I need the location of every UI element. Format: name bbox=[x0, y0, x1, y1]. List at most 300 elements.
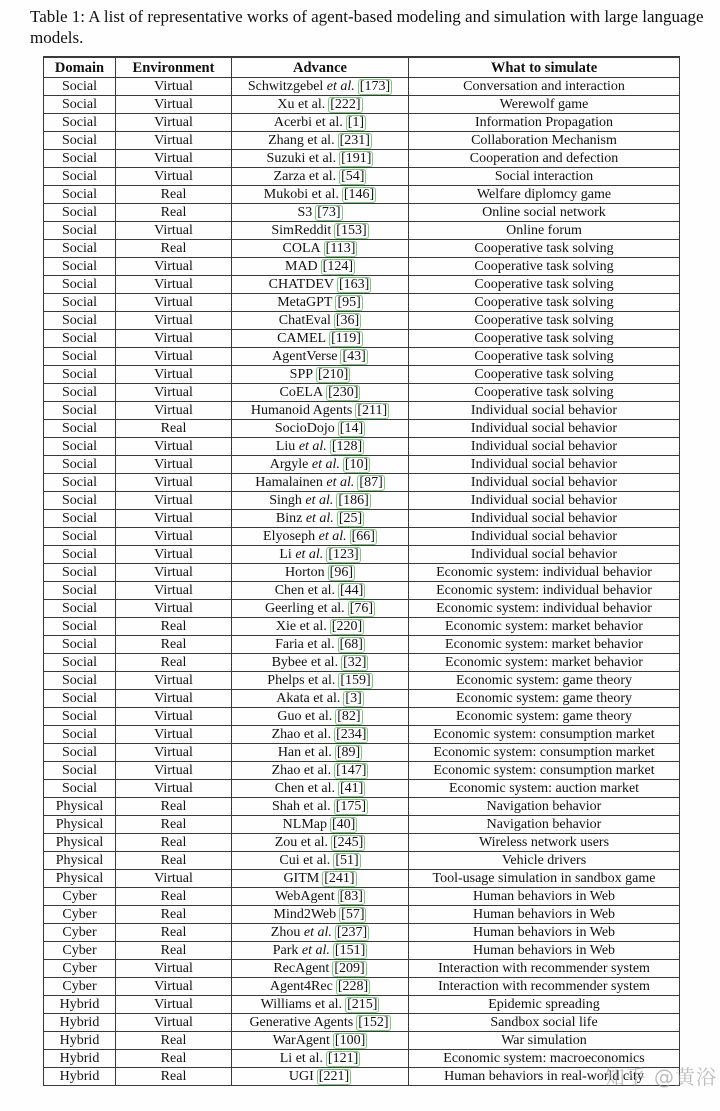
simulate-cell: Cooperative task solving bbox=[409, 240, 680, 258]
advance-cell: Park et al. [151] bbox=[232, 942, 409, 960]
citation-link[interactable]: [128] bbox=[331, 439, 363, 455]
table-row bbox=[44, 996, 680, 1014]
domain-cell: Social bbox=[44, 654, 116, 672]
table-row bbox=[44, 204, 680, 222]
table-row bbox=[44, 906, 680, 924]
citation-link[interactable]: [234] bbox=[336, 727, 367, 743]
advance-cell: Phelps et al. [159] bbox=[232, 672, 409, 690]
simulate-cell: Online social network bbox=[409, 204, 680, 222]
environment-cell: Virtual bbox=[116, 726, 232, 744]
advance-cell: Chen et al. [44] bbox=[232, 582, 409, 600]
table-row bbox=[44, 132, 680, 150]
environment-cell: Virtual bbox=[116, 150, 232, 168]
environment-cell: Virtual bbox=[116, 960, 232, 978]
simulate-cell: Cooperative task solving bbox=[409, 294, 680, 312]
environment-cell: Virtual bbox=[116, 780, 232, 798]
table-row bbox=[44, 402, 680, 420]
advance-cell: Suzuki et al. [191] bbox=[232, 150, 409, 168]
advance-cell: SocioDojo [14] bbox=[232, 420, 409, 438]
citation-link[interactable]: [153] bbox=[336, 223, 367, 239]
simulate-cell: Welfare diplomcy game bbox=[409, 186, 680, 204]
citation-link[interactable]: [73] bbox=[317, 205, 341, 221]
advance-cell: Zhang et al. [231] bbox=[232, 132, 409, 150]
table-row bbox=[44, 78, 680, 96]
environment-cell: Virtual bbox=[116, 546, 232, 564]
et-al-text: et al. bbox=[291, 547, 324, 563]
advance-cell: Chen et al. [41] bbox=[232, 780, 409, 798]
column-header-domain: Domain bbox=[44, 57, 116, 78]
citation-link[interactable]: [89] bbox=[336, 745, 361, 761]
citation-link[interactable]: [228] bbox=[337, 979, 369, 995]
environment-cell: Virtual bbox=[116, 294, 232, 312]
environment-cell: Real bbox=[116, 834, 232, 852]
citation-link[interactable]: [159] bbox=[340, 673, 371, 689]
advance-cell: Bybee et al. [32] bbox=[232, 654, 409, 672]
environment-cell: Virtual bbox=[116, 168, 232, 186]
advance-cell: Horton [96] bbox=[232, 564, 409, 582]
simulate-cell: Economic system: individual behavior bbox=[409, 600, 680, 618]
domain-cell: Cyber bbox=[44, 906, 116, 924]
environment-cell: Real bbox=[116, 1050, 232, 1068]
advance-cell: UGI [221] bbox=[232, 1068, 409, 1086]
domain-cell: Physical bbox=[44, 798, 116, 816]
environment-cell: Virtual bbox=[116, 456, 232, 474]
domain-cell: Social bbox=[44, 582, 116, 600]
table-row bbox=[44, 924, 680, 942]
domain-cell: Social bbox=[44, 744, 116, 762]
table-row bbox=[44, 312, 680, 330]
simulate-cell: Interaction with recommender system bbox=[409, 978, 680, 996]
simulate-cell: Cooperative task solving bbox=[409, 258, 680, 276]
advance-cell: GITM [241] bbox=[232, 870, 409, 888]
citation-link[interactable]: [220] bbox=[331, 619, 363, 635]
advance-cell: Elyoseph et al. [66] bbox=[232, 528, 409, 546]
simulate-cell: Cooperative task solving bbox=[409, 312, 680, 330]
environment-cell: Virtual bbox=[116, 492, 232, 510]
advance-cell: Cui et al. [51] bbox=[232, 852, 409, 870]
citation-link[interactable]: [173] bbox=[359, 79, 391, 95]
advance-cell: Xie et al. [220] bbox=[232, 618, 409, 636]
table-row bbox=[44, 1068, 680, 1086]
citation-link[interactable]: [3] bbox=[345, 691, 362, 707]
citation-link[interactable]: [121] bbox=[327, 1051, 359, 1067]
citation-link[interactable]: [76] bbox=[349, 601, 374, 617]
citation-link[interactable]: [44] bbox=[339, 583, 364, 599]
citation-link[interactable]: [146] bbox=[343, 187, 375, 203]
table-row bbox=[44, 888, 680, 906]
citation-link[interactable]: [43] bbox=[342, 349, 366, 365]
environment-cell: Real bbox=[116, 1068, 232, 1086]
citation-link[interactable]: [221] bbox=[318, 1069, 350, 1085]
advance-cell: WebAgent [83] bbox=[232, 888, 409, 906]
advance-cell: Zhao et al. [234] bbox=[232, 726, 409, 744]
advance-cell: Mukobi et al. [146] bbox=[232, 186, 409, 204]
environment-cell: Virtual bbox=[116, 870, 232, 888]
advance-cell: ChatEval [36] bbox=[232, 312, 409, 330]
citation-link[interactable]: [237] bbox=[336, 925, 368, 941]
representative-works-table bbox=[43, 56, 680, 1086]
et-al-text: et al. bbox=[295, 439, 327, 455]
et-al-text: et al. bbox=[298, 943, 330, 959]
simulate-cell: Human behaviors in Web bbox=[409, 906, 680, 924]
table-row bbox=[44, 258, 680, 276]
environment-cell: Virtual bbox=[116, 744, 232, 762]
citation-link[interactable]: [36] bbox=[335, 313, 360, 329]
citation-link[interactable]: [163] bbox=[339, 277, 370, 293]
environment-cell: Virtual bbox=[116, 78, 232, 96]
domain-cell: Social bbox=[44, 150, 116, 168]
environment-cell: Virtual bbox=[116, 312, 232, 330]
citation-link[interactable]: [41] bbox=[339, 781, 364, 797]
citation-link[interactable]: [230] bbox=[328, 385, 359, 401]
domain-cell: Hybrid bbox=[44, 1068, 116, 1086]
citation-link[interactable]: [119] bbox=[331, 331, 361, 347]
table-row bbox=[44, 744, 680, 762]
advance-cell: Hamalainen et al. [87] bbox=[232, 474, 409, 492]
citation-link[interactable]: [124] bbox=[322, 259, 353, 275]
table-row bbox=[44, 708, 680, 726]
simulate-cell: Individual social behavior bbox=[409, 456, 680, 474]
citation-link[interactable]: [25] bbox=[338, 511, 363, 527]
environment-cell: Virtual bbox=[116, 708, 232, 726]
advance-cell: CHATDEV [163] bbox=[232, 276, 409, 294]
simulate-cell: Cooperative task solving bbox=[409, 384, 680, 402]
citation-link[interactable]: [57] bbox=[341, 907, 365, 923]
environment-cell: Virtual bbox=[116, 672, 232, 690]
citation-link[interactable]: [96] bbox=[329, 565, 353, 581]
citation-link[interactable]: [211] bbox=[357, 403, 388, 419]
domain-cell: Social bbox=[44, 204, 116, 222]
simulate-cell: Individual social behavior bbox=[409, 546, 680, 564]
citation-link[interactable]: [10] bbox=[344, 457, 369, 473]
domain-cell: Hybrid bbox=[44, 1014, 116, 1032]
domain-cell: Social bbox=[44, 726, 116, 744]
table-row bbox=[44, 456, 680, 474]
environment-cell: Virtual bbox=[116, 996, 232, 1014]
environment-cell: Real bbox=[116, 654, 232, 672]
advance-cell: Argyle et al. [10] bbox=[232, 456, 409, 474]
domain-cell: Social bbox=[44, 240, 116, 258]
environment-cell: Real bbox=[116, 420, 232, 438]
table-row bbox=[44, 942, 680, 960]
domain-cell: Social bbox=[44, 366, 116, 384]
domain-cell: Social bbox=[44, 780, 116, 798]
simulate-cell: Individual social behavior bbox=[409, 402, 680, 420]
environment-cell: Virtual bbox=[116, 582, 232, 600]
environment-cell: Real bbox=[116, 618, 232, 636]
citation-link[interactable]: [14] bbox=[339, 421, 364, 437]
domain-cell: Social bbox=[44, 510, 116, 528]
citation-link[interactable]: [186] bbox=[338, 493, 369, 509]
environment-cell: Real bbox=[116, 924, 232, 942]
simulate-cell: Tool-usage simulation in sandbox game bbox=[409, 870, 680, 888]
table-row bbox=[44, 870, 680, 888]
simulate-cell: Economic system: game theory bbox=[409, 672, 680, 690]
citation-link[interactable]: [152] bbox=[358, 1015, 389, 1031]
advance-cell: Generative Agents [152] bbox=[232, 1014, 409, 1032]
table-row bbox=[44, 366, 680, 384]
table-row bbox=[44, 600, 680, 618]
environment-cell: Virtual bbox=[116, 474, 232, 492]
environment-cell: Virtual bbox=[116, 276, 232, 294]
table-row bbox=[44, 618, 680, 636]
advance-cell: Li et al. [121] bbox=[232, 1050, 409, 1068]
citation-link[interactable]: [32] bbox=[343, 655, 367, 671]
table-row bbox=[44, 186, 680, 204]
simulate-cell: Economic system: macroeconomics bbox=[409, 1050, 680, 1068]
citation-link[interactable]: [40] bbox=[332, 817, 356, 833]
advance-cell: Zhou et al. [237] bbox=[232, 924, 409, 942]
domain-cell: Social bbox=[44, 564, 116, 582]
citation-link[interactable]: [87] bbox=[359, 475, 383, 491]
table-row bbox=[44, 510, 680, 528]
citation-link[interactable]: [222] bbox=[330, 97, 361, 113]
domain-cell: Social bbox=[44, 78, 116, 96]
advance-cell: Guo et al. [82] bbox=[232, 708, 409, 726]
simulate-cell: War simulation bbox=[409, 1032, 680, 1050]
table-row bbox=[44, 834, 680, 852]
citation-link[interactable]: [100] bbox=[334, 1033, 366, 1049]
citation-link[interactable]: [113] bbox=[325, 241, 356, 257]
domain-cell: Social bbox=[44, 420, 116, 438]
advance-cell: Humanoid Agents [211] bbox=[232, 402, 409, 420]
table-row bbox=[44, 222, 680, 240]
simulate-cell: Navigation behavior bbox=[409, 816, 680, 834]
simulate-cell: Economic system: individual behavior bbox=[409, 564, 680, 582]
domain-cell: Social bbox=[44, 438, 116, 456]
simulate-cell: Economic system: consumption market bbox=[409, 744, 680, 762]
advance-cell: WarAgent [100] bbox=[232, 1032, 409, 1050]
simulate-cell: Economic system: market behavior bbox=[409, 636, 680, 654]
environment-cell: Real bbox=[116, 816, 232, 834]
simulate-cell: Cooperative task solving bbox=[409, 348, 680, 366]
domain-cell: Social bbox=[44, 312, 116, 330]
citation-link[interactable]: [147] bbox=[336, 763, 367, 779]
advance-cell: AgentVerse [43] bbox=[232, 348, 409, 366]
table-row bbox=[44, 546, 680, 564]
domain-cell: Social bbox=[44, 492, 116, 510]
citation-link[interactable]: [82] bbox=[337, 709, 361, 725]
simulate-cell: Cooperative task solving bbox=[409, 366, 680, 384]
citation-link[interactable]: [66] bbox=[351, 529, 375, 545]
citation-link[interactable]: [241] bbox=[324, 871, 355, 887]
simulate-cell: Individual social behavior bbox=[409, 474, 680, 492]
table-row bbox=[44, 636, 680, 654]
citation-link[interactable]: [151] bbox=[334, 943, 366, 959]
simulate-cell: Individual social behavior bbox=[409, 492, 680, 510]
environment-cell: Virtual bbox=[116, 366, 232, 384]
table-row bbox=[44, 852, 680, 870]
domain-cell: Social bbox=[44, 276, 116, 294]
advance-cell: RecAgent [209] bbox=[232, 960, 409, 978]
advance-cell: Faria et al. [68] bbox=[232, 636, 409, 654]
environment-cell: Virtual bbox=[116, 1014, 232, 1032]
environment-cell: Virtual bbox=[116, 600, 232, 618]
citation-link[interactable]: [231] bbox=[339, 133, 370, 149]
domain-cell: Social bbox=[44, 348, 116, 366]
citation-link[interactable]: [209] bbox=[334, 961, 365, 977]
table-row bbox=[44, 348, 680, 366]
simulate-cell: Economic system: consumption market bbox=[409, 762, 680, 780]
domain-cell: Social bbox=[44, 258, 116, 276]
advance-cell: SPP [210] bbox=[232, 366, 409, 384]
environment-cell: Real bbox=[116, 636, 232, 654]
column-header-advance: Advance bbox=[232, 57, 409, 78]
advance-cell: Zhao et al. [147] bbox=[232, 762, 409, 780]
citation-link[interactable]: [54] bbox=[341, 169, 365, 185]
citation-link[interactable]: [175] bbox=[335, 799, 367, 815]
citation-link[interactable]: [68] bbox=[339, 637, 363, 653]
environment-cell: Virtual bbox=[116, 528, 232, 546]
advance-cell: Li et al. [123] bbox=[232, 546, 409, 564]
table-row bbox=[44, 672, 680, 690]
domain-cell: Social bbox=[44, 294, 116, 312]
table-row bbox=[44, 1032, 680, 1050]
domain-cell: Social bbox=[44, 690, 116, 708]
advance-cell: S3 [73] bbox=[232, 204, 409, 222]
environment-cell: Real bbox=[116, 852, 232, 870]
et-al-text: et al. bbox=[302, 511, 334, 527]
simulate-cell: Conversation and interaction bbox=[409, 78, 680, 96]
citation-link[interactable]: [123] bbox=[328, 547, 359, 563]
table-row bbox=[44, 780, 680, 798]
environment-cell: Real bbox=[116, 1032, 232, 1050]
table-header bbox=[44, 57, 680, 78]
environment-cell: Virtual bbox=[116, 114, 232, 132]
advance-cell: Schwitzgebel et al. [173] bbox=[232, 78, 409, 96]
domain-cell: Social bbox=[44, 96, 116, 114]
table-row bbox=[44, 276, 680, 294]
domain-cell: Social bbox=[44, 384, 116, 402]
simulate-cell: Cooperation and defection bbox=[409, 150, 680, 168]
environment-cell: Virtual bbox=[116, 222, 232, 240]
header-row bbox=[44, 57, 680, 78]
advance-cell: Shah et al. [175] bbox=[232, 798, 409, 816]
simulate-cell: Human behaviors in Web bbox=[409, 888, 680, 906]
et-al-text: et al. bbox=[308, 457, 340, 473]
table-row bbox=[44, 240, 680, 258]
simulate-cell: Individual social behavior bbox=[409, 438, 680, 456]
advance-cell: Xu et al. [222] bbox=[232, 96, 409, 114]
advance-cell: MetaGPT [95] bbox=[232, 294, 409, 312]
simulate-cell: Navigation behavior bbox=[409, 798, 680, 816]
table-row bbox=[44, 420, 680, 438]
citation-link[interactable]: [210] bbox=[318, 367, 349, 383]
advance-cell: CAMEL [119] bbox=[232, 330, 409, 348]
domain-cell: Social bbox=[44, 456, 116, 474]
advance-cell: Williams et al. [215] bbox=[232, 996, 409, 1014]
table-row bbox=[44, 1050, 680, 1068]
environment-cell: Real bbox=[116, 240, 232, 258]
environment-cell: Virtual bbox=[116, 384, 232, 402]
domain-cell: Social bbox=[44, 132, 116, 150]
advance-cell: SimReddit [153] bbox=[232, 222, 409, 240]
domain-cell: Cyber bbox=[44, 924, 116, 942]
simulate-cell: Information Propagation bbox=[409, 114, 680, 132]
domain-cell: Social bbox=[44, 528, 116, 546]
table-row bbox=[44, 564, 680, 582]
table-row bbox=[44, 294, 680, 312]
citation-link[interactable]: [191] bbox=[341, 151, 372, 167]
environment-cell: Virtual bbox=[116, 96, 232, 114]
simulate-cell: Cooperative task solving bbox=[409, 276, 680, 294]
environment-cell: Virtual bbox=[116, 348, 232, 366]
domain-cell: Physical bbox=[44, 834, 116, 852]
simulate-cell: Economic system: market behavior bbox=[409, 618, 680, 636]
domain-cell: Social bbox=[44, 402, 116, 420]
domain-cell: Social bbox=[44, 546, 116, 564]
domain-cell: Cyber bbox=[44, 888, 116, 906]
simulate-cell: Economic system: game theory bbox=[409, 708, 680, 726]
column-header-environment: Environment bbox=[116, 57, 232, 78]
simulate-cell: Individual social behavior bbox=[409, 420, 680, 438]
table-row bbox=[44, 96, 680, 114]
watermark: 知乎 @黄浴 bbox=[604, 1065, 717, 1089]
et-al-text: et al. bbox=[322, 475, 355, 491]
table-row bbox=[44, 474, 680, 492]
advance-cell: Mind2Web [57] bbox=[232, 906, 409, 924]
simulate-cell: Economic system: auction market bbox=[409, 780, 680, 798]
et-al-text: et al. bbox=[323, 79, 355, 95]
simulate-cell: Wireless network users bbox=[409, 834, 680, 852]
domain-cell: Physical bbox=[44, 852, 116, 870]
simulate-cell: Online forum bbox=[409, 222, 680, 240]
environment-cell: Virtual bbox=[116, 978, 232, 996]
table-row bbox=[44, 1014, 680, 1032]
simulate-cell: Human behaviors in real-world city bbox=[409, 1068, 680, 1086]
domain-cell: Social bbox=[44, 636, 116, 654]
citation-link[interactable]: [83] bbox=[339, 889, 363, 905]
domain-cell: Hybrid bbox=[44, 1050, 116, 1068]
advance-cell: Geerling et al. [76] bbox=[232, 600, 409, 618]
simulate-cell: Collaboration Mechanism bbox=[409, 132, 680, 150]
domain-cell: Social bbox=[44, 672, 116, 690]
domain-cell: Cyber bbox=[44, 942, 116, 960]
table-row bbox=[44, 726, 680, 744]
environment-cell: Virtual bbox=[116, 690, 232, 708]
et-al-text: et al. bbox=[301, 493, 334, 509]
citation-link[interactable]: [1] bbox=[347, 115, 365, 131]
citation-link[interactable]: [51] bbox=[335, 853, 359, 869]
advance-cell: Binz et al. [25] bbox=[232, 510, 409, 528]
table-row bbox=[44, 330, 680, 348]
citation-link[interactable]: [245] bbox=[332, 835, 364, 851]
table-caption: Table 1: A list of representative works of agent-based modeling and simulation with large language models. bbox=[30, 7, 704, 47]
table-row bbox=[44, 960, 680, 978]
domain-cell: Social bbox=[44, 114, 116, 132]
simulate-cell: Economic system: market behavior bbox=[409, 654, 680, 672]
advance-cell: COLA [113] bbox=[232, 240, 409, 258]
domain-cell: Social bbox=[44, 600, 116, 618]
table-row bbox=[44, 384, 680, 402]
environment-cell: Real bbox=[116, 888, 232, 906]
citation-link[interactable]: [95] bbox=[337, 295, 361, 311]
environment-cell: Virtual bbox=[116, 258, 232, 276]
environment-cell: Virtual bbox=[116, 438, 232, 456]
et-al-text: et al. bbox=[315, 529, 347, 545]
domain-cell: Social bbox=[44, 330, 116, 348]
et-al-text: et al. bbox=[300, 925, 332, 941]
table-row bbox=[44, 654, 680, 672]
citation-link[interactable]: [215] bbox=[347, 997, 378, 1013]
table-row bbox=[44, 978, 680, 996]
column-header-what-to-simulate: What to simulate bbox=[409, 57, 680, 78]
simulate-cell: Cooperative task solving bbox=[409, 330, 680, 348]
domain-cell: Social bbox=[44, 222, 116, 240]
advance-cell: CoELA [230] bbox=[232, 384, 409, 402]
domain-cell: Social bbox=[44, 618, 116, 636]
environment-cell: Virtual bbox=[116, 762, 232, 780]
